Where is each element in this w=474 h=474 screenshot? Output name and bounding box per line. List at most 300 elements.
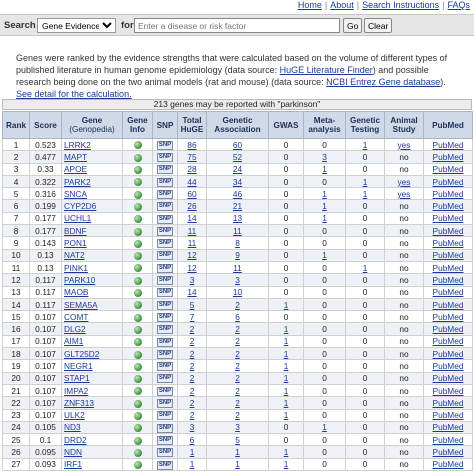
gene-cell (62, 409, 123, 421)
snp-icon[interactable]: SNP (158, 227, 172, 234)
genetic-association-link[interactable]: 2 (235, 299, 240, 310)
gene-link[interactable]: LRRK2 (64, 139, 91, 150)
total-huge-link[interactable]: 2 (189, 336, 195, 347)
gwas-link[interactable]: 1 (283, 385, 289, 396)
gwas-link[interactable]: 1 (283, 299, 289, 310)
gene-info-icon[interactable] (134, 228, 142, 236)
gwas-link[interactable]: 1 (283, 459, 289, 470)
huge-literature-finder-link[interactable]: HuGE Literature Finder (279, 65, 373, 75)
pubmed-link[interactable]: PubMed (432, 262, 464, 273)
gene-link[interactable]: ULK2 (64, 410, 85, 421)
gene-ranking-table (2, 111, 473, 471)
table-row (3, 458, 473, 470)
genetic-testing-cell: 0 (346, 311, 385, 323)
animal-study-cell: no (385, 249, 424, 261)
pubmed-link[interactable]: PubMed (432, 201, 464, 212)
score-cell: 0.107 (30, 397, 62, 409)
gene-cell (62, 360, 123, 372)
animal-study-cell: no (385, 323, 424, 335)
header-genetic-association: Genetic Association (207, 112, 269, 139)
snp-icon[interactable]: SNP (158, 375, 172, 382)
gwas-cell: 0 (269, 200, 304, 212)
genetic-association-link[interactable]: 5 (235, 434, 240, 445)
nav-search-instructions-link[interactable]: Search Instructions (362, 0, 440, 10)
snp-icon[interactable]: SNP (158, 301, 172, 308)
genetic-association-link[interactable]: 1 (235, 447, 240, 458)
gene-link[interactable]: UCHL1 (64, 213, 92, 224)
pubmed-link[interactable]: PubMed (432, 250, 464, 261)
gene-info-icon[interactable] (134, 449, 142, 457)
gene-link[interactable]: CYP2D6 (64, 201, 97, 212)
pubmed-link[interactable]: PubMed (432, 139, 464, 150)
gene-link[interactable]: PARK10 (64, 274, 96, 285)
table-row (3, 372, 473, 384)
genetic-association-link[interactable]: 34 (232, 176, 243, 187)
rank-cell: 23 (3, 409, 30, 421)
genetic-association-cell (207, 200, 269, 212)
meta-analysis-cell: 0 (304, 311, 346, 323)
table-row (3, 249, 473, 261)
gene-cell (62, 323, 123, 335)
total-huge-cell (178, 249, 207, 261)
gene-info-icon[interactable] (134, 301, 142, 309)
pubmed-link[interactable]: PubMed (432, 164, 464, 175)
snp-icon[interactable]: SNP (158, 141, 172, 148)
pubmed-link[interactable]: PubMed (432, 324, 464, 335)
gene-info-icon[interactable] (134, 412, 142, 420)
pubmed-link[interactable]: PubMed (432, 311, 464, 322)
snp-icon[interactable]: SNP (158, 338, 172, 345)
total-huge-cell (178, 446, 207, 458)
genetic-association-cell (207, 237, 269, 249)
genetic-association-cell (207, 434, 269, 446)
genetic-association-link[interactable]: 3 (235, 422, 240, 433)
genetic-association-link[interactable]: 11 (233, 262, 242, 273)
genetic-association-link[interactable]: 3 (235, 274, 240, 285)
total-huge-link[interactable]: 2 (189, 360, 195, 371)
gene-link[interactable]: GLT25D2 (64, 348, 100, 359)
gene-link[interactable]: BDNF (64, 225, 87, 236)
gwas-link[interactable]: 1 (283, 360, 289, 371)
go-button[interactable]: Go (343, 18, 362, 33)
gwas-link[interactable]: 1 (283, 447, 289, 458)
gene-link[interactable]: PON1 (64, 238, 87, 249)
score-cell: 0.107 (30, 311, 62, 323)
genetic-association-cell (207, 323, 269, 335)
total-huge-link[interactable]: 26 (187, 201, 197, 212)
header-gene-label: Gene (81, 116, 103, 125)
total-huge-link[interactable]: 11 (187, 225, 197, 236)
gene-info-cell (123, 323, 153, 335)
gwas-cell (269, 384, 304, 396)
gene-link[interactable]: ZNF313 (64, 397, 94, 408)
pubmed-link[interactable]: PubMed (432, 225, 464, 236)
genetic-association-link[interactable]: 2 (235, 360, 240, 371)
animal-study-cell: no (385, 311, 424, 323)
snp-icon[interactable]: SNP (158, 436, 172, 443)
genetic-association-cell (207, 458, 269, 470)
nav-about-link[interactable]: About (330, 0, 354, 10)
gene-cell (62, 286, 123, 298)
total-huge-link[interactable]: 2 (189, 397, 195, 408)
snp-icon[interactable]: SNP (158, 264, 172, 271)
meta-analysis-link[interactable]: 1 (322, 250, 327, 261)
total-huge-link[interactable]: 28 (187, 164, 197, 175)
pubmed-link[interactable]: PubMed (432, 397, 464, 408)
genetic-testing-cell: 0 (346, 335, 385, 347)
genetic-association-link[interactable]: 1 (235, 459, 240, 470)
pubmed-link[interactable]: PubMed (432, 299, 464, 310)
animal-study-cell: no (385, 458, 424, 470)
genetic-testing-link[interactable]: 1 (362, 262, 368, 273)
animal-study-cell: no (385, 212, 424, 224)
snp-icon[interactable]: SNP (158, 326, 172, 333)
table-row (3, 409, 473, 421)
gene-link[interactable]: SEMA5A (64, 299, 98, 310)
ncbi-entrez-gene-link[interactable]: NCBI Entrez Gene database (326, 77, 441, 87)
pubmed-cell (424, 397, 473, 409)
gene-info-icon[interactable] (134, 387, 142, 395)
snp-icon[interactable]: SNP (158, 190, 172, 197)
gene-cell (62, 188, 123, 200)
animal-study-link[interactable]: yes (397, 176, 411, 187)
gene-info-icon[interactable] (134, 424, 142, 432)
total-huge-link[interactable]: 86 (187, 139, 197, 150)
snp-icon[interactable]: SNP (158, 289, 172, 296)
header-rank: Rank (3, 112, 30, 139)
genetic-association-link[interactable]: 13 (232, 213, 243, 224)
table-row (3, 175, 473, 187)
genetic-association-cell (207, 286, 269, 298)
gene-info-icon[interactable] (134, 437, 142, 445)
total-huge-link[interactable]: 2 (189, 324, 195, 335)
gene-link[interactable]: DRD2 (64, 434, 87, 445)
calculation-detail-link[interactable]: See detail for the calculation. (16, 89, 132, 99)
snp-icon[interactable]: SNP (158, 400, 172, 407)
gene-link[interactable]: ND3 (64, 422, 81, 433)
pubmed-link[interactable]: PubMed (432, 434, 464, 445)
gene-info-icon[interactable] (134, 289, 142, 297)
genetic-association-link[interactable]: 2 (235, 385, 240, 396)
gene-info-icon[interactable] (134, 326, 142, 334)
pubmed-link[interactable]: PubMed (432, 360, 464, 371)
rank-cell: 25 (3, 434, 30, 446)
snp-cell (153, 397, 178, 409)
genetic-testing-cell (346, 261, 385, 273)
pubmed-link[interactable]: PubMed (432, 238, 464, 249)
genetic-association-cell (207, 225, 269, 237)
genetic-testing-cell: 0 (346, 225, 385, 237)
table-row (3, 446, 473, 458)
gene-info-cell (123, 348, 153, 360)
genetic-association-link[interactable]: 46 (232, 188, 243, 199)
gwas-cell (269, 458, 304, 470)
total-huge-link[interactable]: 1 (189, 459, 195, 470)
snp-icon[interactable]: SNP (158, 178, 172, 185)
nav-faqs-link[interactable]: FAQs (447, 0, 470, 10)
total-huge-link[interactable]: 14 (187, 287, 197, 298)
genetic-association-link[interactable]: 60 (232, 139, 243, 150)
meta-analysis-link[interactable]: 1 (322, 201, 327, 212)
gene-info-icon[interactable] (134, 264, 142, 272)
gene-link[interactable]: COMT (64, 311, 89, 322)
score-cell: 0.316 (30, 188, 62, 200)
table-row (3, 360, 473, 372)
table-row (3, 163, 473, 175)
meta-analysis-link[interactable]: 1 (322, 188, 327, 199)
gene-info-icon[interactable] (134, 351, 142, 359)
total-huge-cell (178, 139, 207, 151)
snp-icon[interactable]: SNP (158, 252, 172, 259)
gene-cell (62, 298, 123, 310)
snp-icon[interactable]: SNP (158, 203, 172, 210)
rank-cell: 11 (3, 261, 30, 273)
total-huge-link[interactable]: 11 (187, 238, 197, 249)
gene-info-icon[interactable] (134, 191, 142, 199)
total-huge-link[interactable]: 44 (187, 176, 197, 187)
total-huge-link[interactable]: 75 (187, 151, 197, 162)
genetic-association-link[interactable]: 2 (235, 397, 240, 408)
gene-link[interactable]: IMPA2 (64, 385, 89, 396)
meta-analysis-cell: 0 (304, 372, 346, 384)
total-huge-link[interactable]: 7 (189, 311, 195, 322)
gene-info-icon[interactable] (134, 400, 142, 408)
genetic-association-link[interactable]: 24 (232, 164, 243, 175)
gene-info-icon[interactable] (134, 178, 142, 186)
total-huge-link[interactable]: 1 (189, 447, 195, 458)
total-huge-link[interactable]: 12 (187, 250, 197, 261)
gwas-link[interactable]: 1 (283, 348, 289, 359)
gene-info-icon[interactable] (134, 240, 142, 248)
snp-icon[interactable]: SNP (158, 313, 172, 320)
gene-link[interactable]: IRF1 (64, 459, 82, 470)
gene-cell (62, 212, 123, 224)
gwas-link[interactable]: 1 (283, 397, 289, 408)
animal-study-cell: no (385, 384, 424, 396)
pubmed-cell (424, 225, 473, 237)
genetic-testing-link[interactable]: 1 (362, 176, 368, 187)
header-gwas: GWAS (269, 112, 304, 139)
snp-icon[interactable]: SNP (158, 449, 172, 456)
total-huge-link[interactable]: 2 (189, 385, 195, 396)
gene-link[interactable]: STAP1 (64, 373, 90, 384)
genetic-association-link[interactable]: 2 (235, 410, 240, 421)
genetic-association-link[interactable]: 2 (235, 373, 240, 384)
gene-info-cell (123, 286, 153, 298)
genetic-association-link[interactable]: 6 (235, 311, 240, 322)
animal-study-cell: no (385, 261, 424, 273)
gene-link[interactable]: MAPT (64, 151, 88, 162)
meta-analysis-link[interactable]: 1 (322, 164, 327, 175)
gene-info-icon[interactable] (134, 375, 142, 383)
total-huge-link[interactable]: 2 (189, 410, 195, 421)
pubmed-link[interactable]: PubMed (432, 459, 464, 470)
genetic-association-link[interactable]: 10 (232, 287, 243, 298)
total-huge-link[interactable]: 3 (189, 274, 195, 285)
gene-info-cell (123, 446, 153, 458)
gene-link[interactable]: APOE (64, 164, 88, 175)
pubmed-link[interactable]: PubMed (432, 274, 464, 285)
gene-info-icon[interactable] (134, 141, 142, 149)
meta-analysis-link[interactable]: 1 (322, 422, 327, 433)
snp-cell (153, 360, 178, 372)
gene-link[interactable]: PARK2 (64, 176, 91, 187)
meta-analysis-link[interactable]: 1 (322, 213, 327, 224)
score-cell: 0.13 (30, 261, 62, 273)
rank-cell: 18 (3, 348, 30, 360)
meta-analysis-link[interactable]: 3 (322, 151, 327, 162)
total-huge-cell (178, 421, 207, 433)
total-huge-cell (178, 372, 207, 384)
total-huge-link[interactable]: 5 (189, 299, 195, 310)
snp-icon[interactable]: SNP (158, 424, 172, 431)
genetic-testing-cell: 0 (346, 397, 385, 409)
table-row (3, 188, 473, 200)
pubmed-link[interactable]: PubMed (432, 410, 464, 421)
score-cell: 0.107 (30, 323, 62, 335)
gene-info-cell (123, 372, 153, 384)
gwas-link[interactable]: 1 (283, 373, 289, 384)
total-huge-cell (178, 434, 207, 446)
gwas-link[interactable]: 1 (283, 410, 289, 421)
meta-analysis-cell: 0 (304, 384, 346, 396)
total-huge-link[interactable]: 2 (189, 373, 195, 384)
pubmed-link[interactable]: PubMed (432, 385, 464, 396)
genetic-association-link[interactable]: 9 (235, 250, 240, 261)
genetic-testing-link[interactable]: 1 (362, 139, 368, 150)
gene-cell (62, 139, 123, 151)
pubmed-link[interactable]: PubMed (432, 287, 464, 298)
genetic-testing-cell (346, 139, 385, 151)
gene-info-icon[interactable] (134, 277, 142, 285)
gwas-cell: 0 (269, 188, 304, 200)
pubmed-link[interactable]: PubMed (432, 422, 464, 433)
gene-cell (62, 335, 123, 347)
snp-icon[interactable]: SNP (158, 412, 172, 419)
rank-cell: 9 (3, 237, 30, 249)
gene-link[interactable]: NDN (64, 447, 82, 458)
snp-icon[interactable]: SNP (158, 240, 172, 247)
snp-icon[interactable]: SNP (158, 154, 172, 161)
snp-icon[interactable]: SNP (158, 215, 172, 222)
gwas-link[interactable]: 1 (283, 336, 289, 347)
gene-info-icon[interactable] (134, 203, 142, 211)
animal-study-cell: no (385, 397, 424, 409)
total-huge-cell (178, 151, 207, 163)
pubmed-link[interactable]: PubMed (432, 447, 464, 458)
gene-info-cell (123, 409, 153, 421)
snp-cell (153, 323, 178, 335)
snp-cell (153, 212, 178, 224)
animal-study-link[interactable]: yes (397, 139, 411, 150)
snp-icon[interactable]: SNP (158, 277, 172, 284)
gene-info-icon[interactable] (134, 363, 142, 371)
gene-info-cell (123, 163, 153, 175)
search-input[interactable] (134, 18, 340, 33)
total-huge-link[interactable]: 3 (189, 422, 195, 433)
gene-link[interactable]: NAT2 (64, 250, 85, 261)
score-cell: 0.093 (30, 458, 62, 470)
snp-icon[interactable]: SNP (158, 166, 172, 173)
gene-info-cell (123, 249, 153, 261)
pubmed-link[interactable]: PubMed (432, 336, 464, 347)
animal-study-link[interactable]: yes (397, 188, 411, 199)
meta-analysis-cell: 0 (304, 323, 346, 335)
pubmed-link[interactable]: PubMed (432, 348, 464, 359)
gene-info-icon[interactable] (134, 215, 142, 223)
genetic-association-link[interactable]: 11 (233, 225, 242, 236)
pubmed-link[interactable]: PubMed (432, 176, 464, 187)
nav-home-link[interactable]: Home (297, 0, 322, 10)
description-text: ). (440, 77, 446, 87)
gene-info-icon[interactable] (134, 252, 142, 260)
total-huge-link[interactable]: 60 (187, 188, 197, 199)
gene-link[interactable]: MAOB (64, 287, 89, 298)
table-row (3, 139, 473, 151)
genetic-association-link[interactable]: 2 (235, 336, 240, 347)
animal-study-cell: no (385, 298, 424, 310)
header-pubmed: PubMed (424, 112, 473, 139)
genetic-association-link[interactable]: 21 (232, 201, 243, 212)
clear-button[interactable]: Clear (364, 18, 392, 33)
snp-cell (153, 175, 178, 187)
genetic-testing-cell: 0 (346, 163, 385, 175)
pubmed-link[interactable]: PubMed (432, 151, 464, 162)
gwas-cell: 0 (269, 421, 304, 433)
header-gene-info: Gene Info (123, 112, 153, 139)
snp-icon[interactable]: SNP (158, 363, 172, 370)
genetic-association-link[interactable]: 8 (235, 238, 240, 249)
gene-info-icon[interactable] (134, 338, 142, 346)
total-huge-link[interactable]: 2 (189, 348, 195, 359)
gene-info-icon[interactable] (134, 154, 142, 162)
gene-link[interactable]: SNCA (64, 188, 88, 199)
total-huge-cell (178, 163, 207, 175)
rank-cell: 24 (3, 421, 30, 433)
pubmed-link[interactable]: PubMed (432, 373, 464, 384)
pubmed-link[interactable]: PubMed (432, 188, 464, 199)
genetic-association-link[interactable]: 52 (232, 151, 243, 162)
genetic-association-cell (207, 372, 269, 384)
snp-icon[interactable]: SNP (158, 387, 172, 394)
description-text: Genes were ranked by the evidence strengths that were calculated based on the volume of different types of published literature in human genome epidemiology (data source: (16, 53, 448, 75)
meta-analysis-cell (304, 421, 346, 433)
gene-link[interactable]: NEGR1 (64, 360, 93, 371)
total-huge-cell (178, 212, 207, 224)
genetic-testing-link[interactable]: 1 (362, 188, 368, 199)
total-huge-cell (178, 286, 207, 298)
total-huge-link[interactable]: 6 (189, 434, 195, 445)
genetic-association-link[interactable]: 2 (235, 348, 240, 359)
pubmed-link[interactable]: PubMed (432, 213, 464, 224)
gene-link[interactable]: DLG2 (64, 324, 86, 335)
gene-link[interactable]: PINK1 (64, 262, 88, 273)
genetic-testing-cell: 0 (346, 360, 385, 372)
gene-info-icon[interactable] (134, 166, 142, 174)
snp-icon[interactable]: SNP (158, 350, 172, 357)
gene-link[interactable]: AIM1 (64, 336, 84, 347)
gwas-link[interactable]: 1 (283, 324, 289, 335)
genetic-association-link[interactable]: 2 (235, 324, 240, 335)
total-huge-link[interactable]: 12 (187, 262, 197, 273)
gene-info-icon[interactable] (134, 461, 142, 469)
gene-info-icon[interactable] (134, 314, 142, 322)
snp-icon[interactable]: SNP (158, 461, 172, 468)
meta-analysis-cell (304, 212, 346, 224)
search-type-select[interactable] (37, 18, 116, 33)
total-huge-link[interactable]: 14 (187, 213, 197, 224)
score-cell: 0.1 (30, 434, 62, 446)
